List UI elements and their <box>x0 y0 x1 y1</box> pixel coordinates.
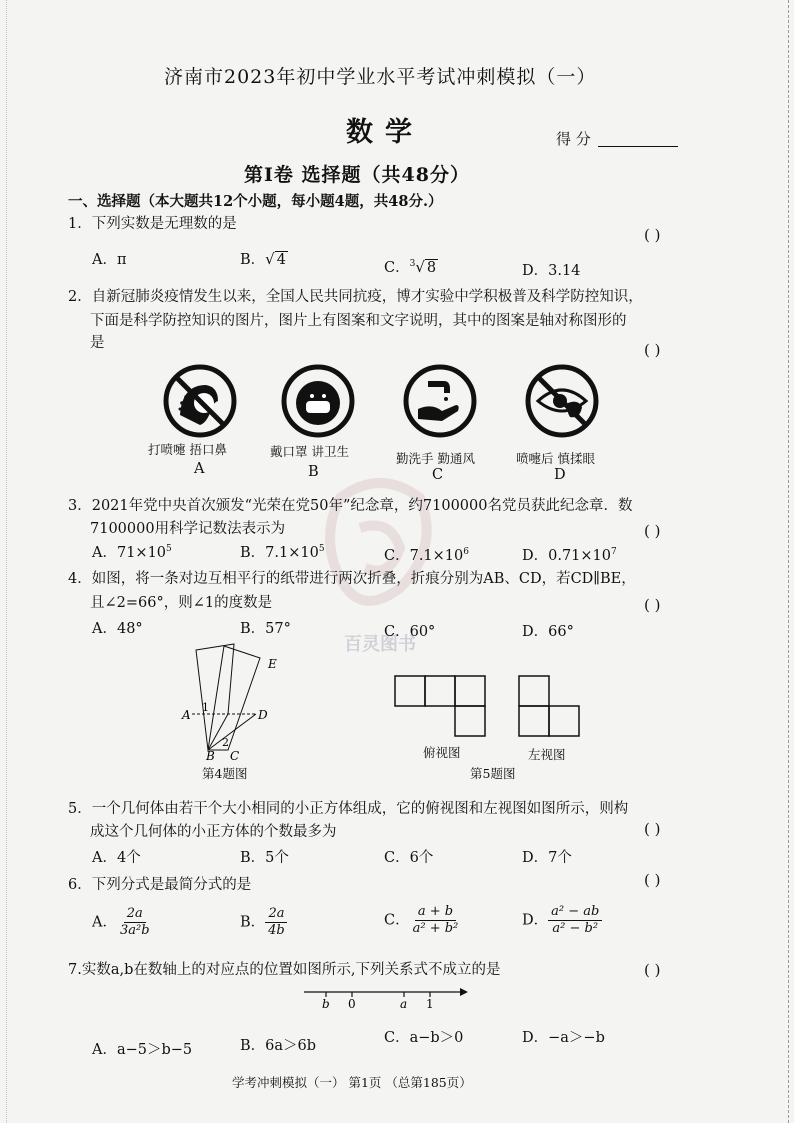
exam-title: 济南市2023年初中学业水平考试冲刺模拟（一） <box>164 66 597 88</box>
q1-option-c: C．$^3$√ 8 <box>384 258 437 276</box>
q5-figure-caption: 第5题图 <box>470 766 516 781</box>
eye-no-touch-icon <box>524 363 600 439</box>
q7-option-a: A．a−5＞b−5 <box>92 1042 193 1058</box>
caption-d: 喷嚏后 慎揉眼 <box>516 451 595 466</box>
q7-option-d: D．−a＞−b <box>522 1030 605 1046</box>
score-label: 得 分 <box>556 130 591 148</box>
q6-option-c: C． $\frac{a + b}{\text{a² + b²}}$ <box>384 904 459 936</box>
axis-label-1: 1 <box>426 997 434 1011</box>
q5-option-b: B．5个 <box>240 850 289 866</box>
q4-angle-1: 1 <box>202 701 209 714</box>
q7-answer-paren[interactable]: ( ) <box>644 961 661 979</box>
letter-b: B <box>308 464 319 480</box>
q4-angle-2: 2 <box>222 736 229 749</box>
q4-line-1: 4．如图，将一条对边互相平行的纸带进行两次折叠，折痕分别为AB、CD，若CD∥BE， <box>68 571 636 587</box>
q1-stem: 1．下列实数是无理数的是 <box>68 216 237 232</box>
q1-answer-paren[interactable]: ( ) <box>644 226 661 244</box>
q4-label-c: C <box>230 749 240 760</box>
q7-option-b: B．6a＞6b <box>240 1038 317 1054</box>
q7-number-line <box>300 982 468 1016</box>
q5-left-view-label: 左视图 <box>528 747 566 762</box>
q3-option-d: D．$0.71\times 10^7$ <box>522 547 617 564</box>
caption-b: 戴口罩 讲卫生 <box>270 444 349 459</box>
q7-stem: 7.实数a,b在数轴上的对应点的位置如图所示,下列关系式不成立的是 <box>68 962 501 978</box>
letter-d: D <box>554 467 566 483</box>
q4-figure-caption: 第4题图 <box>202 766 248 781</box>
scan-edge-right <box>788 0 791 1123</box>
q4-option-c: C．60° <box>384 624 436 640</box>
q2-line-1: 2．自新冠肺炎疫情发生以来，全国人民共同抗疫，博才实验中学积极普及科学防控知识， <box>68 289 643 305</box>
q3-line-1: 3．2021年党中央首次颁发“光荣在党50年”纪念章，约7100000名党员获此纪念章．数 <box>68 498 633 514</box>
q5-line-1: 5．一个几何体由若干个大小相同的小正方体组成，它的俯视图和左视图如图所示，则构 <box>68 801 629 817</box>
q3-option-c: C．$7.1\times 10^6$ <box>384 547 469 564</box>
axis-label-0: 0 <box>348 997 356 1011</box>
q3-option-a: A．$71\times 10^5$ <box>92 544 172 561</box>
q7-option-c: C．a−b＞0 <box>384 1030 464 1046</box>
q6-option-a: A． $\frac{2a}{\text{3a²b}}$ <box>92 906 150 938</box>
q1-option-d: D．3.14 <box>522 263 581 279</box>
q5-answer-paren[interactable]: ( ) <box>644 820 661 838</box>
q1-option-a: A．π <box>92 252 127 268</box>
q2-answer-paren[interactable]: ( ) <box>644 341 661 359</box>
section-title: 第Ⅰ卷 选择题（共48分） <box>244 164 470 186</box>
q4-folded-strip-figure <box>178 640 288 760</box>
q4-option-d: D．66° <box>522 624 574 640</box>
caption-a: 打喷嚏 捂口鼻 <box>148 442 227 457</box>
letter-c: C <box>432 467 444 483</box>
q4-label-b: B <box>206 749 215 760</box>
q4-answer-paren[interactable]: ( ) <box>644 596 661 614</box>
q3-option-b: B．$7.1\times 10^5$ <box>240 544 325 561</box>
page-footer: 学考冲刺模拟（一） 第1页 （总第185页） <box>232 1075 472 1090</box>
hand-wash-icon <box>402 363 478 439</box>
sneeze-cover-icon <box>162 363 238 439</box>
q4-label-e: E <box>268 657 277 671</box>
q4-option-a: A．48° <box>92 621 143 637</box>
q4-label-a: A <box>182 708 191 722</box>
part-heading: 一、选择题（本大题共12个小题，每小题4题，共48分.） <box>68 193 443 210</box>
q5-option-c: C．6个 <box>384 850 434 866</box>
caption-c: 勤洗手 勤通风 <box>396 451 475 466</box>
scan-edge-left <box>6 0 8 1123</box>
mask-face-icon <box>280 363 356 439</box>
q1-option-b: B．√ 4 <box>240 250 286 268</box>
watermark-text: 百灵图书 <box>344 634 416 655</box>
q5-top-view-label: 俯视图 <box>423 745 461 760</box>
q4-label-d: D <box>258 708 268 722</box>
axis-label-a: a <box>400 997 408 1011</box>
q6-answer-paren[interactable]: ( ) <box>644 871 661 889</box>
q5-top-view-figure <box>394 675 488 739</box>
q5-line-2: 成这个几何体的小正方体的个数最多为 <box>90 824 337 840</box>
q6-option-d: D． $\frac{\text{a² − ab}}{\text{a² − b²}}$ <box>522 904 602 937</box>
q2-line-2: 下面是科学防控知识的图片，图片上有图案和文字说明，其中的图案是轴对称图形的 <box>90 313 627 329</box>
letter-a: A <box>194 461 205 477</box>
score-blank[interactable] <box>598 146 678 147</box>
q3-line-2: 7100000用科学记数法表示为 <box>90 521 286 537</box>
axis-label-b: b <box>322 997 330 1011</box>
q4-option-b: B．57° <box>240 621 291 637</box>
q6-option-b: B． $\frac{2a}{4b}$ <box>240 906 288 939</box>
q6-stem: 6．下列分式是最简分式的是 <box>68 877 252 893</box>
q4-line-2: 且∠2=66°，则∠1的度数是 <box>90 595 273 611</box>
q5-option-d: D．7个 <box>522 850 572 866</box>
q2-line-3: 是 <box>90 335 105 351</box>
q5-option-a: A．4个 <box>92 850 141 866</box>
subject-title: 数学 <box>346 117 424 148</box>
q5-left-view-figure <box>518 675 582 739</box>
q3-answer-paren[interactable]: ( ) <box>644 522 661 540</box>
